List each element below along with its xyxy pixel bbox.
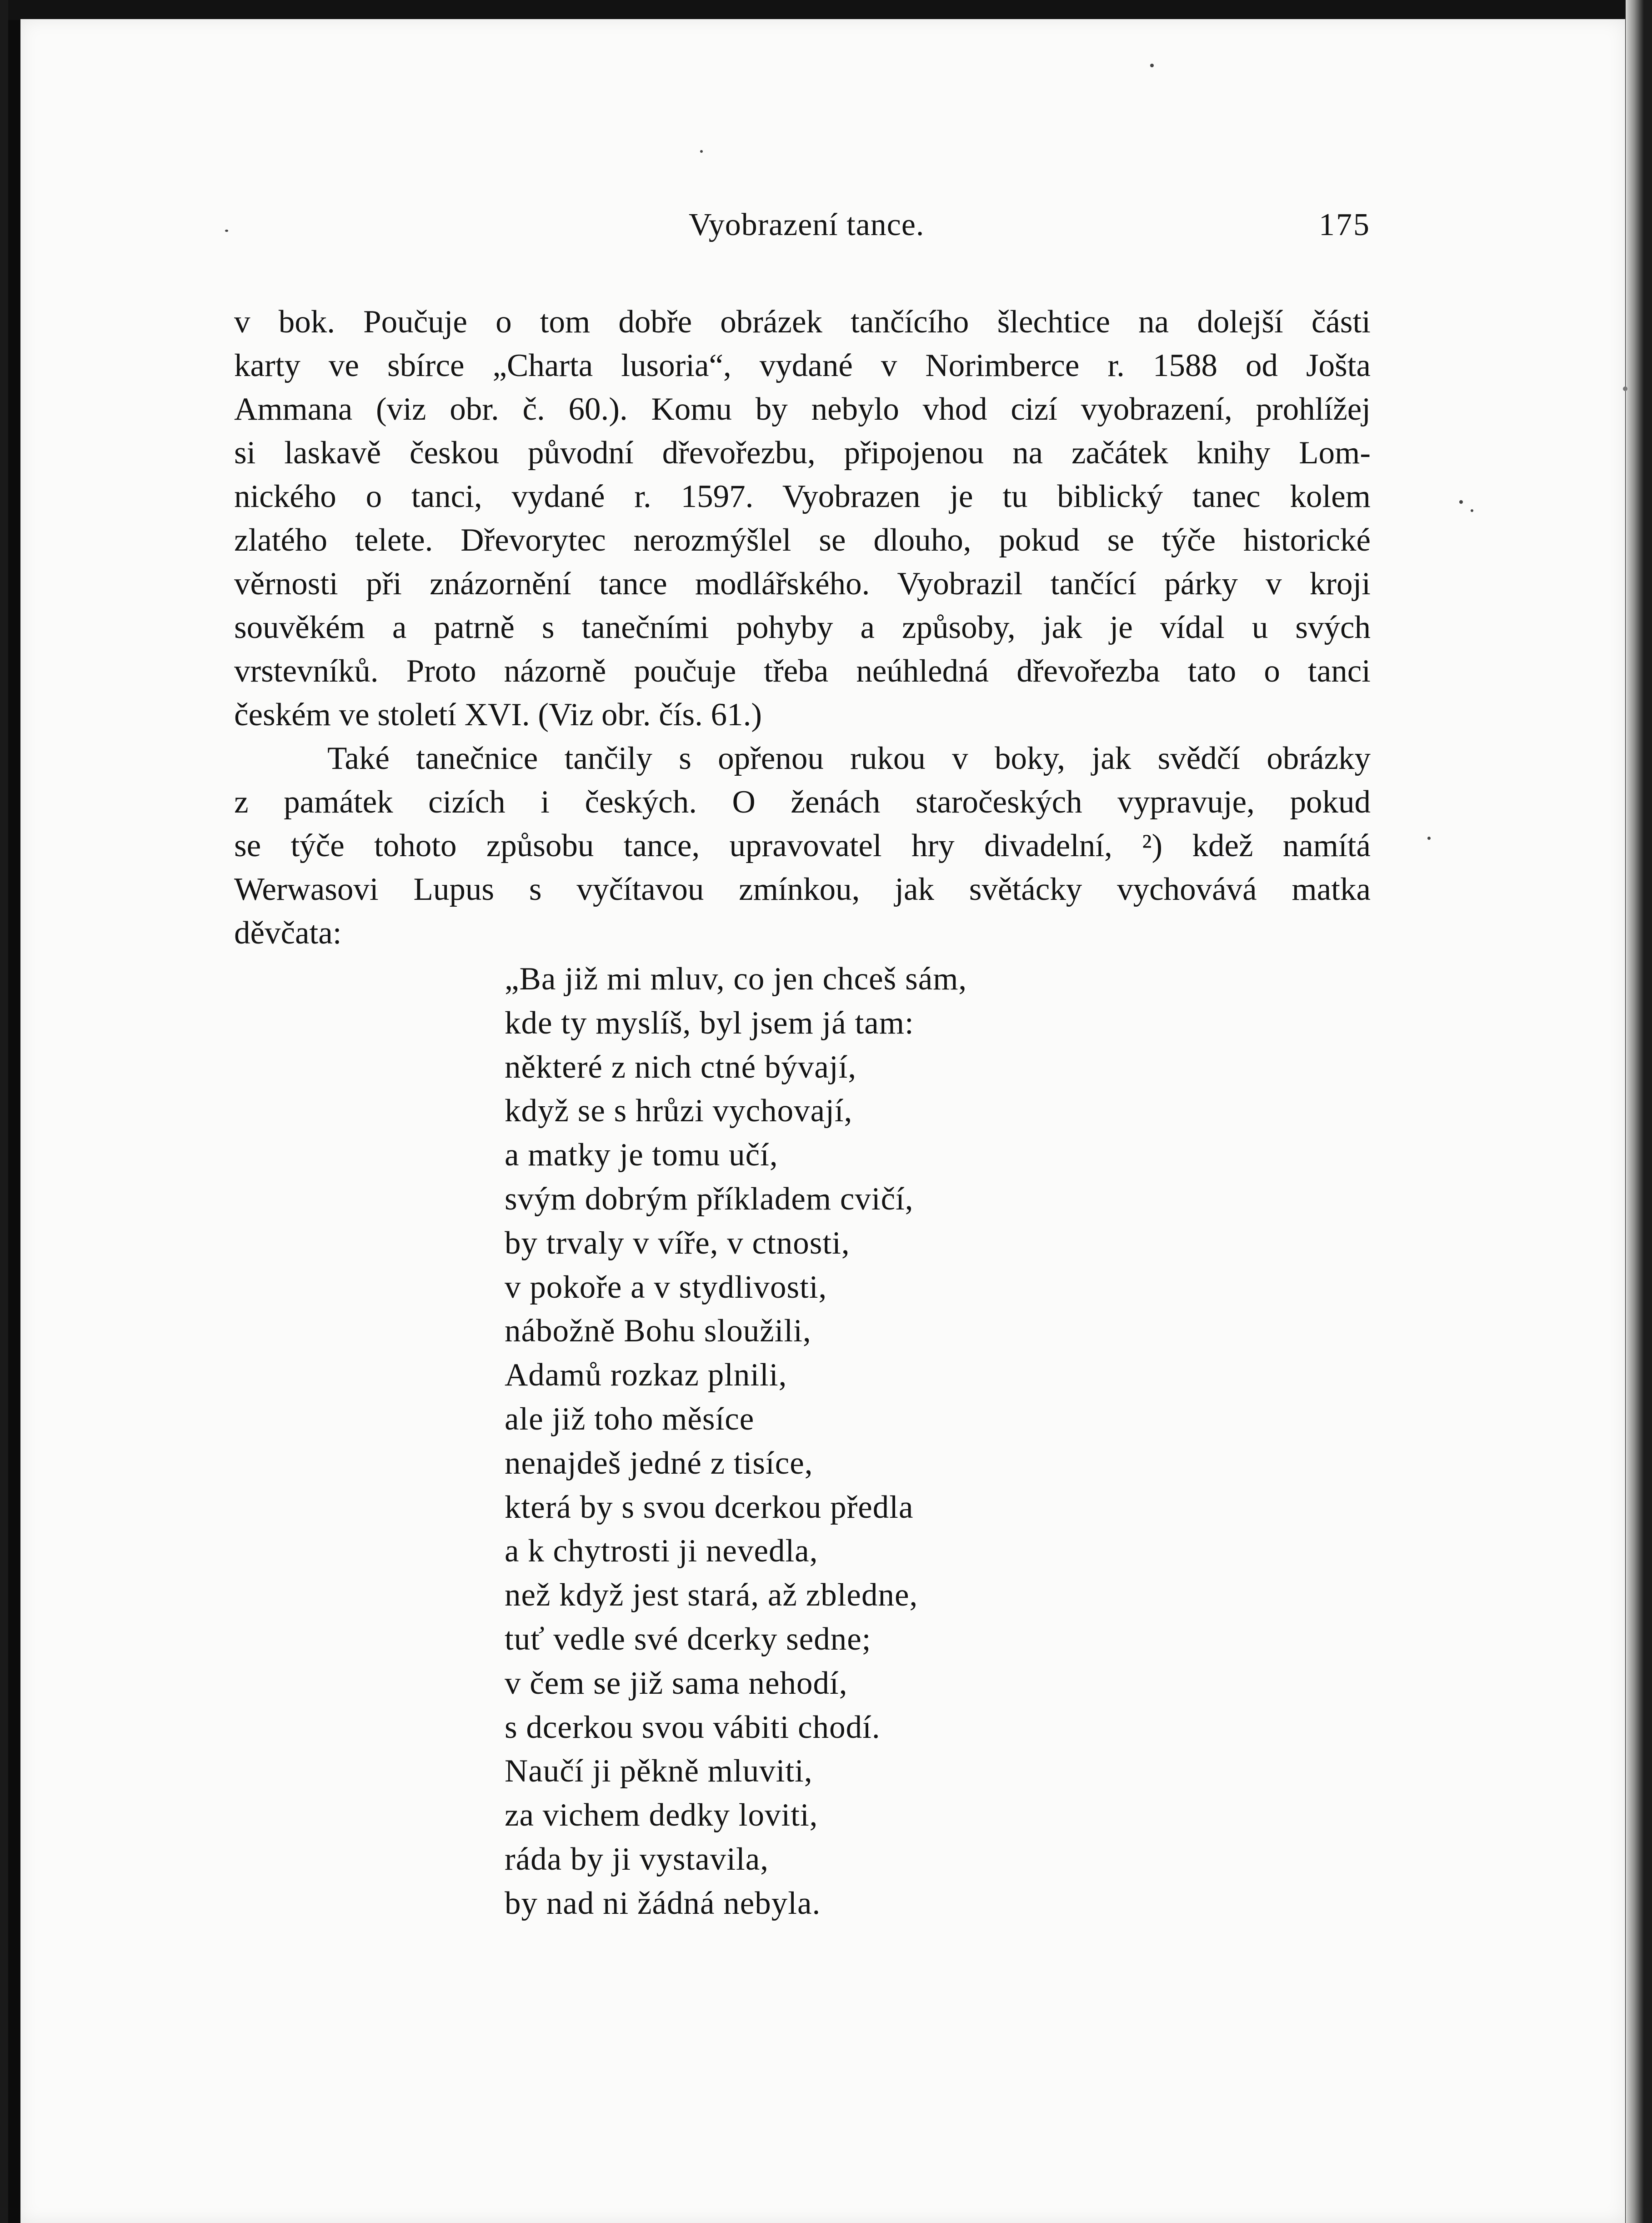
poem-line: za vichem dedky loviti, <box>505 1797 818 1833</box>
text-line: nického o tanci, vydané r. 1597. Vyobrazen je tu biblický tanec kolem <box>234 479 1371 514</box>
text-line: karty ve sbírce „Charta lusoria“, vydané v Norimberce r. 1588 od Jošta <box>234 348 1371 383</box>
text-line: si laskavě českou původní dřevořezbu, připojenou na začátek knihy Lom- <box>234 435 1371 471</box>
poem-line: nábožně Bohu sloužili, <box>505 1313 811 1349</box>
body-text <box>234 300 1371 955</box>
poem-line: tuť vedle své dcerky sedne; <box>505 1621 871 1657</box>
dust-speck <box>1459 500 1463 504</box>
poem-line: a k chytrosti ji nevedla, <box>505 1533 818 1569</box>
text-line: z památek cizích i českých. O ženách staročeských vypravuje, pokud <box>234 784 1371 820</box>
text-line: vrstevníků. Proto názorně poučuje třeba neúhledná dřevořezba tato o tanci <box>234 653 1371 689</box>
text-line: zlatého telete. Dřevorytec nerozmýšlel se dlouho, pokud se týče historické <box>234 522 1371 558</box>
text-line: v bok. Poučuje o tom dobře obrázek tančícího šlechtice na dolejší části <box>234 304 1371 340</box>
page-number: 175 <box>1319 207 1371 242</box>
paragraph <box>234 300 1371 737</box>
running-title: Vyobrazení tance. <box>689 207 925 242</box>
poem-line: „Ba již mi mluv, co jen chceš sám, <box>505 961 967 997</box>
text-line: věrnosti při znázornění tance modlářského. Vyobrazil tančící párky v kroji <box>234 566 1371 602</box>
text-line: Ammana (viz obr. č. 60.). Komu by nebylo vhod cizí vyobrazení, prohlížej <box>234 391 1371 427</box>
dust-speck <box>1150 64 1154 67</box>
running-header <box>234 207 1371 257</box>
poem-line: a matky je tomu učí, <box>505 1137 778 1173</box>
poem-line: nenajdeš jedné z tisíce, <box>505 1445 813 1481</box>
poem-line: s dcerkou svou vábiti chodí. <box>505 1709 881 1745</box>
scan-border-right <box>1626 0 1652 2223</box>
poem-line: ráda by ji vystavila, <box>505 1841 769 1877</box>
poem-line: svým dobrým příkladem cvičí, <box>505 1181 914 1217</box>
poem-line: kde ty myslíš, byl jsem já tam: <box>505 1005 914 1041</box>
poem-line: by nad ni žádná nebyla. <box>505 1885 821 1921</box>
dust-speck <box>1623 386 1627 391</box>
poem-line: v pokoře a v stydlivosti, <box>505 1269 827 1305</box>
text-line: Také tanečnice tančily s opřenou rukou v boky, jak svědčí obrázky <box>327 741 1371 776</box>
poem-line: v čem se již sama nehodí, <box>505 1665 848 1701</box>
dust-speck <box>700 150 703 153</box>
text-line: českém ve století XVI. (Viz obr. čís. 61.) <box>234 697 762 733</box>
poem-line: by trvaly v víře, v ctnosti, <box>505 1225 850 1261</box>
dust-speck <box>1471 509 1473 512</box>
dust-speck <box>225 230 228 232</box>
poem-line: než když jest stará, až zbledne, <box>505 1577 918 1613</box>
poem-line: některé z nich ctné bývají, <box>505 1049 857 1085</box>
paragraph <box>234 737 1371 955</box>
poem-line: Adamů rozkaz plnili, <box>505 1357 787 1393</box>
poem-line: když se s hrůzi vychovají, <box>505 1093 853 1129</box>
poem-quote <box>505 957 967 1926</box>
poem-line: ale již toho měsíce <box>505 1401 755 1437</box>
text-line: souvěkém a patrně s tanečními pohyby a způsoby, jak je vídal u svých <box>234 610 1371 645</box>
text-line: se týče tohoto způsobu tance, upravovatel hry divadelní, ²) kdež namítá <box>234 828 1371 863</box>
poem-line: která by s svou dcerkou předla <box>505 1489 914 1525</box>
scan-border-left <box>0 0 8 2223</box>
text-line: děvčata: <box>234 915 342 951</box>
poem-line: Naučí ji pěkně mluviti, <box>505 1753 813 1789</box>
dust-speck <box>1427 837 1431 840</box>
scan-border-top <box>0 0 1652 20</box>
text-line: Werwasovi Lupus s vyčítavou zmínkou, jak světácky vychovává matka <box>234 872 1371 907</box>
